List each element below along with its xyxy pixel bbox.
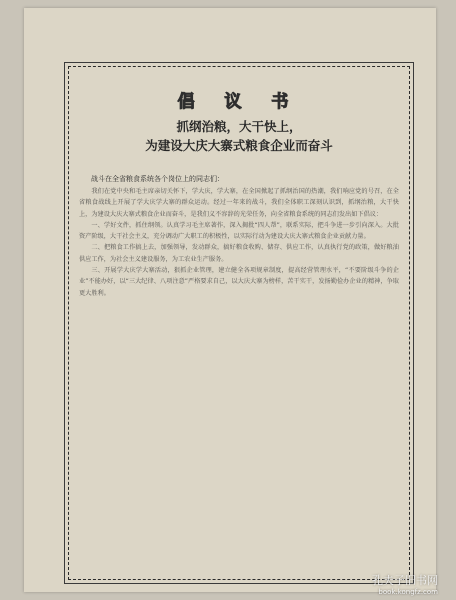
document-title: 倡 议 书 [177, 92, 301, 112]
document-subtitle-line2: 为建设大庆大寨式粮食企业而奋斗 [145, 138, 333, 153]
document-sheet [24, 8, 436, 592]
salutation: 战斗在全省粮食系统各个岗位上的同志们： [91, 175, 224, 183]
body-paragraph: 我们在党中央和毛主席亲切关怀下，学大庆，学大寨，在全国掀起了抓纲治国的热潮，我们响应党的号召，在全省粮食战线上开展了学大庆学大寨的群众运动。经过一年来的战斗，我们全体职工深刻认识到，抓纲治粮，大干快上，为建设大庆大寨式粮食企业而奋斗，是我们义不容辞的光荣任务，向全省粮食系统的同志们发出如下倡议： [79, 188, 399, 218]
body-paragraph: 一、学好文件，抓住纲领。认真学习毛主席著作，深入揭批“四人帮”，联系实际，把斗争进一步引向深入。大批资产阶级，大干社会主义，充分调动广大职工的积极性，以实际行动为建设大庆大寨式粮食企业贡献力量。 [79, 221, 399, 241]
document-border-frame [68, 66, 410, 580]
watermark-url: book.kongfz.com [378, 588, 438, 596]
body-paragraph: 二、把粮食工作搞上去，加强领导，发动群众，搞好粮食收购、储存、供应工作，认真执行党的政策，做好粮油供应工作，为社会主义建设服务，为工农业生产服务。 [79, 244, 399, 263]
watermark [372, 572, 438, 596]
document-subtitle-line1: 抓纲治粮，大干快上， [176, 119, 302, 134]
body-paragraph: 三、开展学大庆学大寨活动，狠抓企业管理，建立健全各项规章制度，提高经营管理水平，“不要阶级斗争的企业”不能办好，以“三大纪律、八项注意”严格要求自己，以大庆大寨为榜样，苦干实干，发扬勤俭办企业的精神，争取更大胜利。 [79, 267, 399, 297]
document-body [79, 186, 399, 573]
watermark-text: 孔夫子旧书网 [372, 574, 438, 587]
